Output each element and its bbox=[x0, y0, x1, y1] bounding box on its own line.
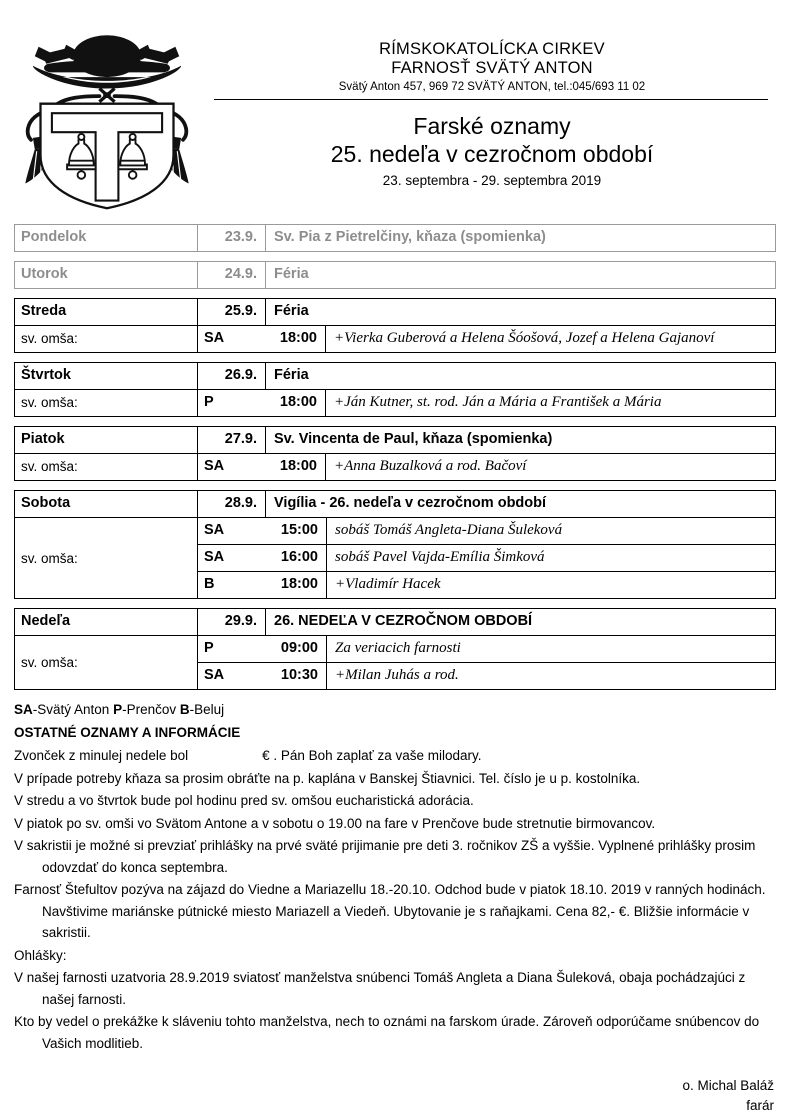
header-text-block bbox=[202, 18, 776, 189]
mass-intention: +Vierka Guberová a Helena Šóošová, Jozef a Helena Gajanoví bbox=[325, 326, 775, 352]
day-name: Sobota bbox=[21, 495, 71, 511]
mass-time: 18:00 bbox=[279, 330, 317, 346]
mass-intention: sobáš Tomáš Angleta-Diana Šuleková bbox=[326, 518, 775, 544]
day-date: 24.9. bbox=[197, 262, 265, 288]
mass-time: 10:30 bbox=[280, 667, 318, 683]
schedule-day-block bbox=[14, 490, 776, 599]
mass-time: 18:00 bbox=[279, 394, 317, 410]
mass-label: sv. omša: bbox=[21, 331, 78, 346]
signature-name: o. Michal Baláž bbox=[682, 1078, 774, 1093]
note-item: Ohlášky: bbox=[14, 947, 67, 963]
mass-label: sv. omša: bbox=[21, 550, 78, 566]
mass-place: P bbox=[204, 640, 214, 656]
mass-group bbox=[15, 517, 775, 598]
liturgical-description: Féria bbox=[265, 363, 775, 389]
schedule-day-block bbox=[14, 362, 776, 417]
schedule-day-header-row bbox=[15, 299, 775, 325]
note-item: V piatok po sv. omši vo Svätom Antone a v sobotu o 19.00 na fare v Prenčove bude stretnutie birmovancov. bbox=[14, 815, 656, 831]
mass-group bbox=[15, 635, 775, 689]
collection-note-prefix: Zvonček z minulej nedele bol bbox=[14, 748, 189, 763]
coat-of-arms bbox=[12, 18, 202, 212]
schedule-day-header-row bbox=[15, 363, 775, 389]
legend-p-text: -Prenčov bbox=[122, 702, 180, 717]
note-item: Farnosť Štefultov pozýva na zájazd do Viedne a Mariazellu 18.-20.10. Odchod bude v piatok 18.10. 2019 v ranných hodinách. Navštivime mariánske pútnické miesto Mariazell a Viedeň. Ubytovanie je s raňajkami. Cena 82,- €. Bližšie informácie v sakristii. bbox=[14, 882, 766, 940]
mass-row bbox=[198, 571, 775, 598]
legend-p-abbr: P bbox=[113, 702, 123, 717]
liturgical-description: Vigília - 26. nedeľa v cezročnom období bbox=[265, 491, 775, 517]
page-title: Farské oznamy bbox=[413, 113, 571, 139]
mass-time: 15:00 bbox=[280, 522, 318, 538]
mass-rows bbox=[197, 636, 775, 689]
legend-sa-text: -Svätý Anton bbox=[32, 702, 114, 717]
note-item: V stredu a vo štvrtok bude pol hodinu pred sv. omšou eucharistická adorácia. bbox=[14, 793, 474, 808]
notes-heading: OSTATNÉ OZNAMY A INFORMÁCIE bbox=[14, 724, 241, 740]
mass-place: B bbox=[204, 576, 215, 592]
day-date: 27.9. bbox=[197, 427, 265, 453]
mass-place: SA bbox=[197, 454, 257, 480]
organization-line-2: FARNOSŤ SVÄTÝ ANTON bbox=[391, 59, 593, 77]
mass-intention: +Anna Buzalková a rod. Bačoví bbox=[325, 454, 775, 480]
schedule-table bbox=[14, 224, 776, 690]
mass-place: P bbox=[197, 390, 257, 416]
date-range: 23. septembra - 29. septembra 2019 bbox=[382, 173, 602, 188]
mass-row bbox=[198, 636, 775, 662]
signature-role: farár bbox=[746, 1098, 774, 1113]
mass-place: SA bbox=[197, 326, 257, 352]
schedule-day-block bbox=[14, 298, 776, 353]
bishop-coat-of-arms-tau-cross-two-bells-icon bbox=[12, 22, 202, 212]
day-date: 26.9. bbox=[197, 363, 265, 389]
mass-time: 09:00 bbox=[280, 640, 318, 656]
liturgical-description: Sv. Vincenta de Paul, kňaza (spomienka) bbox=[265, 427, 775, 453]
note-item: V prípade potreby kňaza sa prosim obráťte na p. kaplána v Banskej Štiavnici. Tel. číslo je u p. kostolníka. bbox=[14, 770, 641, 786]
day-date: 28.9. bbox=[197, 491, 265, 517]
schedule-day-header-row bbox=[15, 491, 775, 517]
mass-intention: +Milan Juhás a rod. bbox=[326, 663, 775, 689]
organization-line-1: RÍMSKOKATOLÍCKA CIRKEV bbox=[379, 40, 605, 58]
mass-row bbox=[198, 544, 775, 571]
mass-label: sv. omša: bbox=[21, 395, 78, 410]
liturgical-description: 26. NEDEĽA V CEZROČNOM OBDOBÍ bbox=[265, 609, 775, 635]
liturgical-description: Sv. Pia z Pietrelčiny, kňaza (spomienka) bbox=[265, 225, 775, 251]
mass-intention: +Vladimír Hacek bbox=[326, 572, 775, 598]
mass-row bbox=[15, 453, 775, 480]
mass-label: sv. omša: bbox=[21, 459, 78, 474]
day-name: Streda bbox=[21, 303, 67, 319]
notes-section bbox=[14, 699, 776, 1054]
day-name: Utorok bbox=[21, 266, 68, 282]
signature-block bbox=[0, 1076, 774, 1116]
mass-label: sv. omša: bbox=[21, 655, 78, 670]
mass-row bbox=[198, 662, 775, 689]
schedule-day-block bbox=[14, 261, 776, 289]
legend-b-text: -Beluj bbox=[189, 702, 225, 717]
day-name: Štvrtok bbox=[21, 367, 71, 383]
schedule-day-header-row bbox=[15, 262, 775, 288]
schedule-day-block bbox=[14, 224, 776, 252]
note-item: V našej farnosti uzatvoria 28.9.2019 sviatosť manželstva snúbenci Tomáš Angleta a Diana Šuleková, obaja pochádzajúci z našej farnosti. bbox=[14, 970, 746, 1007]
note-item bbox=[14, 745, 776, 767]
page-subtitle: 25. nedeľa v cezročnom období bbox=[330, 141, 654, 167]
day-name: Pondelok bbox=[21, 229, 87, 245]
mass-row bbox=[198, 518, 775, 544]
schedule-day-header-row bbox=[15, 609, 775, 635]
schedule-day-header-row bbox=[15, 225, 775, 251]
document-header bbox=[0, 0, 790, 212]
mass-rows bbox=[197, 518, 775, 598]
mass-place: SA bbox=[204, 522, 225, 538]
schedule-day-block bbox=[14, 608, 776, 690]
liturgical-description: Féria bbox=[265, 262, 775, 288]
mass-row bbox=[15, 389, 775, 416]
schedule-day-block bbox=[14, 426, 776, 481]
mass-place: SA bbox=[204, 549, 225, 565]
day-date: 29.9. bbox=[197, 609, 265, 635]
abbreviation-legend bbox=[14, 699, 776, 721]
mass-row bbox=[15, 325, 775, 352]
note-item: Kto by vedel o prekážke k sláveniu tohto manželstva, nech to oznámi na farskom úrade. Zároveň odporúčame snúbencov do Vašich modlitieb. bbox=[14, 1014, 760, 1051]
mass-time: 18:00 bbox=[279, 458, 317, 474]
schedule-day-header-row bbox=[15, 427, 775, 453]
collection-note-suffix: € . Pán Boh zaplať za vaše milodary. bbox=[262, 748, 482, 763]
mass-intention: +Ján Kutner, st. rod. Ján a Mária a František a Mária bbox=[325, 390, 775, 416]
parish-address: Svätý Anton 457, 969 72 SVÄTÝ ANTON, tel.:045/693 11 02 bbox=[338, 81, 646, 93]
mass-place: SA bbox=[204, 667, 225, 683]
liturgical-description: Féria bbox=[265, 299, 775, 325]
mass-time: 16:00 bbox=[280, 549, 318, 565]
day-date: 25.9. bbox=[197, 299, 265, 325]
day-name: Piatok bbox=[21, 431, 65, 447]
mass-intention: Za veriacich farnosti bbox=[326, 636, 775, 662]
day-date: 23.9. bbox=[197, 225, 265, 251]
mass-intention: sobáš Pavel Vajda-Emília Šimková bbox=[326, 545, 775, 571]
note-item: V sakristii je možné si prevziať prihlášky na prvé sväté prijimanie pre deti 3. ročnikov ZŠ a vyššie. Vyplnené prihlášky prosim odovzdať do konca septembra. bbox=[14, 838, 756, 875]
header-divider bbox=[214, 99, 768, 100]
legend-sa-abbr: SA bbox=[14, 702, 33, 717]
mass-time: 18:00 bbox=[280, 576, 318, 592]
legend-b-abbr: B bbox=[179, 702, 190, 717]
day-name: Nedeľa bbox=[21, 613, 71, 629]
